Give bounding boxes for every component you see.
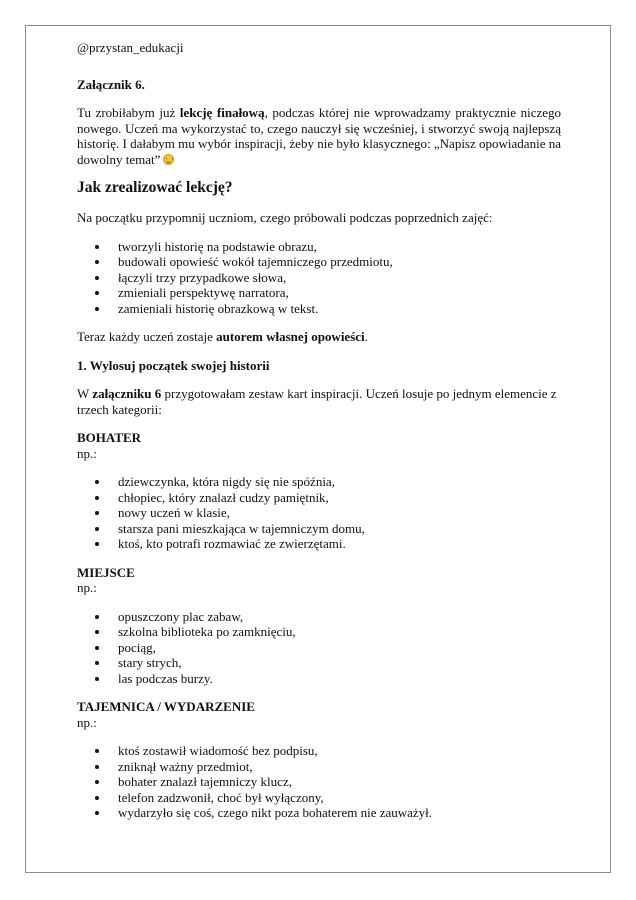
list-item: opuszczony plac zabaw, — [118, 609, 561, 625]
category-np-mystery: np.: — [77, 714, 97, 730]
author-line — [77, 329, 561, 345]
intro-bold: lekcję finałową — [179, 105, 265, 120]
list-item: budowali opowieść wokół tajemniczego przedmiotu, — [118, 254, 561, 270]
list-item: telefon zadzwonił, choć był wyłączony, — [118, 790, 561, 806]
list-item: dziewczynka, która nigdy się nie spóźnia, — [118, 474, 561, 490]
author-line-text-1: Teraz każdy uczeń zostaje — [77, 329, 217, 344]
intro-paragraph — [77, 105, 561, 167]
category-list-mystery — [77, 743, 561, 821]
category-np-hero: np.: — [77, 445, 97, 461]
category-list-place — [77, 609, 561, 687]
list-item: ktoś zostawił wiadomość bez podpisu, — [118, 743, 561, 759]
list-item: starsza pani mieszkająca w tajemniczym domu, — [118, 521, 561, 537]
list-item: ktoś, kto potrafi rozmawiać ze zwierzętami. — [118, 536, 561, 552]
list-item: nowy uczeń w klasie, — [118, 505, 561, 521]
list-item: szkolna biblioteka po zamknięciu, — [118, 624, 561, 640]
list-item: las podczas burzy. — [118, 671, 561, 687]
list-item: tworzyli historię na podstawie obrazu, — [118, 239, 561, 255]
list-item: zmieniali perspektywę narratora, — [118, 285, 561, 301]
step1-title: 1. Wylosuj początek swojej historii — [77, 357, 270, 373]
list-item: łączyli trzy przypadkowe słowa, — [118, 270, 561, 286]
reminder-intro: Na początku przypomnij uczniom, czego próbowali podczas poprzednich zajęć: — [77, 210, 493, 225]
intro-text-2: , podczas której nie wprowadzamy praktycznie niczego nowego. Uczeń ma wykorzystać to, czego nauczył się wcześniej, i stworzyć swoją najlepszą historię. I dałabym mu wybór inspiracji, żeby nie było klasycznego: „Napisz opowiadanie na dowolny temat” — [77, 105, 561, 167]
reminder-list — [77, 239, 561, 317]
list-item: wydarzyło się coś, czego nikt poza bohaterem nie zauważył. — [118, 805, 561, 821]
list-item: stary strych, — [118, 655, 561, 671]
step1-text-1: W — [77, 386, 93, 401]
document-page — [25, 25, 611, 873]
step1-bold: załączniku 6 — [92, 386, 162, 401]
list-item: bohater znalazł tajemniczy klucz, — [118, 774, 561, 790]
author-handle: @przystan_edukacji — [77, 40, 184, 55]
smiling-face-icon — [163, 154, 174, 165]
annex-title: Załącznik 6. — [77, 76, 145, 92]
step1-text-2: przygotowałam zestaw kart inspiracji. Uczeń losuje po jednym elemencie z trzech kategorii: — [77, 386, 557, 417]
category-title-place: MIEJSCE — [77, 564, 135, 580]
category-title-hero: BOHATER — [77, 430, 142, 445]
category-list-hero — [77, 474, 561, 552]
category-np-place: np.: — [77, 580, 97, 595]
list-item: pociąg, — [118, 640, 561, 656]
category-title-mystery: TAJEMNICA / WYDARZENIE — [77, 699, 255, 714]
list-item: zamieniali historię obrazkową w tekst. — [118, 301, 561, 317]
list-item: chłopiec, który znalazł cudzy pamiętnik, — [118, 490, 561, 506]
intro-text-1: Tu zrobiłabym już — [77, 105, 180, 120]
author-line-text-2: . — [364, 329, 368, 344]
document-content — [77, 40, 561, 821]
author-line-bold: autorem własnej opowieści — [216, 329, 365, 344]
lesson-heading: Jak zrealizować lekcję? — [77, 179, 233, 196]
list-item: zniknął ważny przedmiot, — [118, 759, 561, 775]
step1-text — [77, 386, 561, 417]
